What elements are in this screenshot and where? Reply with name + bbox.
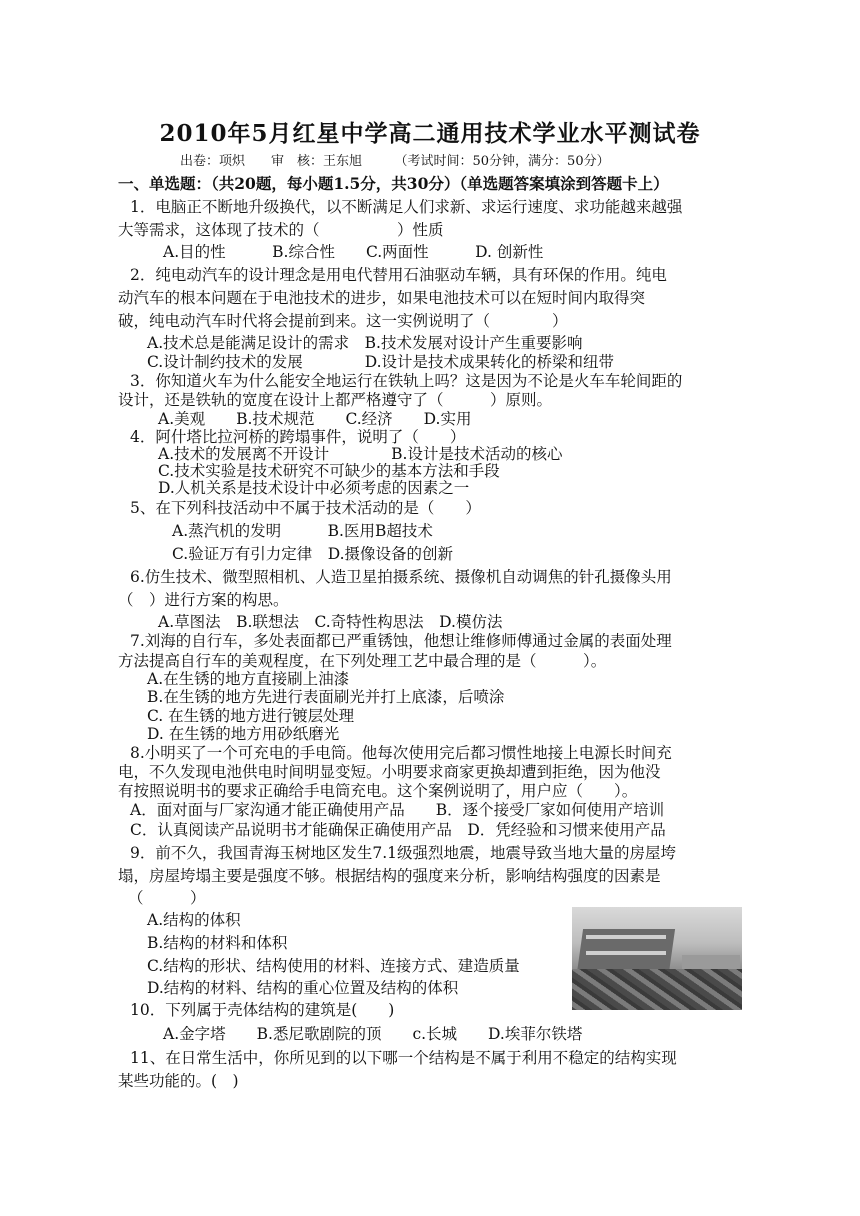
option-line: C.设计制约技术的发展 D.设计是技术成果转化的桥梁和纽带 [147, 353, 615, 371]
question-line: 6.仿生技术、微型照相机、人造卫星拍摄系统、摄像机自动调焦的针孔摄像头用 [130, 568, 672, 586]
question-line: 11、在日常生活中，你所见到的以下哪一个结构是不属于利用不稳定的结构实现 [130, 1049, 677, 1067]
collapsed-building-photo [572, 907, 742, 1010]
question-line: （ ）进行方案的构思。 [118, 591, 289, 609]
option-line: A.蒸汽机的发明 B.医用B超技术 [172, 522, 433, 540]
question-line: 7.刘海的自行车，多处表面都已严重锈蚀，他想让维修师傅通过金属的表面处理 [130, 632, 672, 650]
option-line: C．认真阅读产品说明书才能确保正确使用产品 D．凭经验和习惯来使用产品 [130, 821, 666, 839]
question-line: 8.小明买了一个可充电的手电筒。他每次使用完后都习惯性地接上电源长时间充 [130, 744, 672, 762]
question-line: 2．纯电动汽车的设计理念是用电代替用石油驱动车辆，具有环保的作用。纯电 [130, 266, 667, 284]
option-line: A.技术总是能满足设计的需求 B.技术发展对设计产生重要影响 [147, 334, 583, 352]
section-heading: 一、单选题：（共20题，每小题1.5分，共30分）（单选题答案填涂到答题卡上） [118, 174, 669, 193]
page-title: 2010年5月红星中学高二通用技术学业水平测试卷 [159, 120, 701, 147]
option-line: C. 在生锈的地方进行镀层处理 [147, 707, 355, 725]
question-line: 塌，房屋垮塌主要是强度不够。根据结构的强度来分析，影响结构强度的因素是 [118, 867, 661, 885]
question-line: 1．电脑正不断地升级换代，以不断满足人们求新、求运行速度、求功能越来越强 [130, 198, 683, 216]
question-line: 大等需求，这体现了技术的（ ）性质 [118, 221, 444, 239]
option-line: A.在生锈的地方直接刷上油漆 [147, 670, 350, 688]
option-line: A.目的性 B.综合性 C.两面性 D. 创新性 [163, 243, 544, 261]
question-line: 电，不久发现电池供电时间明显变短。小明要求商家更换却遭到拒绝，因为他没 [118, 763, 661, 781]
question-line: 动汽车的根本问题在于电池技术的进步，如果电池技术可以在短时间内取得突 [118, 289, 646, 307]
option-line: D. 在生锈的地方用砂纸磨光 [147, 725, 340, 743]
option-line: A.草图法 B.联想法 C.奇特性构思法 D.模仿法 [158, 613, 503, 631]
option-line: A.美观 B.技术规范 C.经济 D.实用 [158, 410, 472, 428]
option-line: C.验证万有引力定律 D.摄像设备的创新 [172, 545, 454, 563]
question-line: 有按照说明书的要求正确给手电筒充电。这个案例说明了，用户应（ ）。 [118, 782, 638, 800]
option-line: B.在生锈的地方先进行表面刷光并打上底漆，后喷涂 [147, 688, 505, 706]
question-line: 方法提高自行车的美观程度，在下列处理工艺中最合理的是（ ）。 [118, 652, 607, 670]
option-line: A.结构的体积 [147, 911, 241, 929]
question-line: 9．前不久，我国青海玉树地区发生7.1级强烈地震，地震导致当地大量的房屋垮 [130, 844, 677, 862]
question-line: 破，纯电动汽车时代将会提前到来。这一实例说明了（ ） [118, 312, 568, 330]
option-line: A.技术的发展离不开设计 B.设计是技术活动的核心 [158, 445, 563, 463]
question-line: 某些功能的。( ) [118, 1072, 239, 1090]
option-line: C.结构的形状、结构使用的材料、连接方式、建造质量 [147, 957, 520, 975]
option-line: A.金字塔 B.悉尼歌剧院的顶 c.长城 D.埃菲尔铁塔 [163, 1025, 583, 1043]
question-line: 设计，还是铁轨的宽度在设计上都严格遵守了（ ）原则。 [118, 391, 553, 409]
option-line: D.结构的材料、结构的重心位置及结构的体积 [147, 979, 459, 997]
question-line: 10．下列属于壳体结构的建筑是( ) [130, 1001, 395, 1019]
question-line: 5、在下列科技活动中不属于技术活动的是（ ） [130, 499, 481, 517]
option-line: B.结构的材料和体积 [147, 934, 288, 952]
option-line: D.人机关系是技术设计中必须考虑的因素之一 [158, 479, 470, 497]
question-line: 3．你知道火车为什么能安全地运行在铁轨上吗？这是因为不论是火车车轮间距的 [130, 372, 683, 390]
option-line: A．面对面与厂家沟通才能正确使用产品 B．逐个接受厂家如何使用产培训 [130, 801, 665, 819]
option-line: C.技术实验是技术研究不可缺少的基本方法和手段 [158, 462, 500, 480]
question-line: （ ） [128, 889, 206, 907]
question-line: 4．阿什塔比拉河桥的跨塌事件，说明了（ ） [130, 428, 466, 446]
exam-info: 出卷：项炽 审 核：王东旭 （考试时间：50分钟，满分：50分） [180, 154, 610, 169]
